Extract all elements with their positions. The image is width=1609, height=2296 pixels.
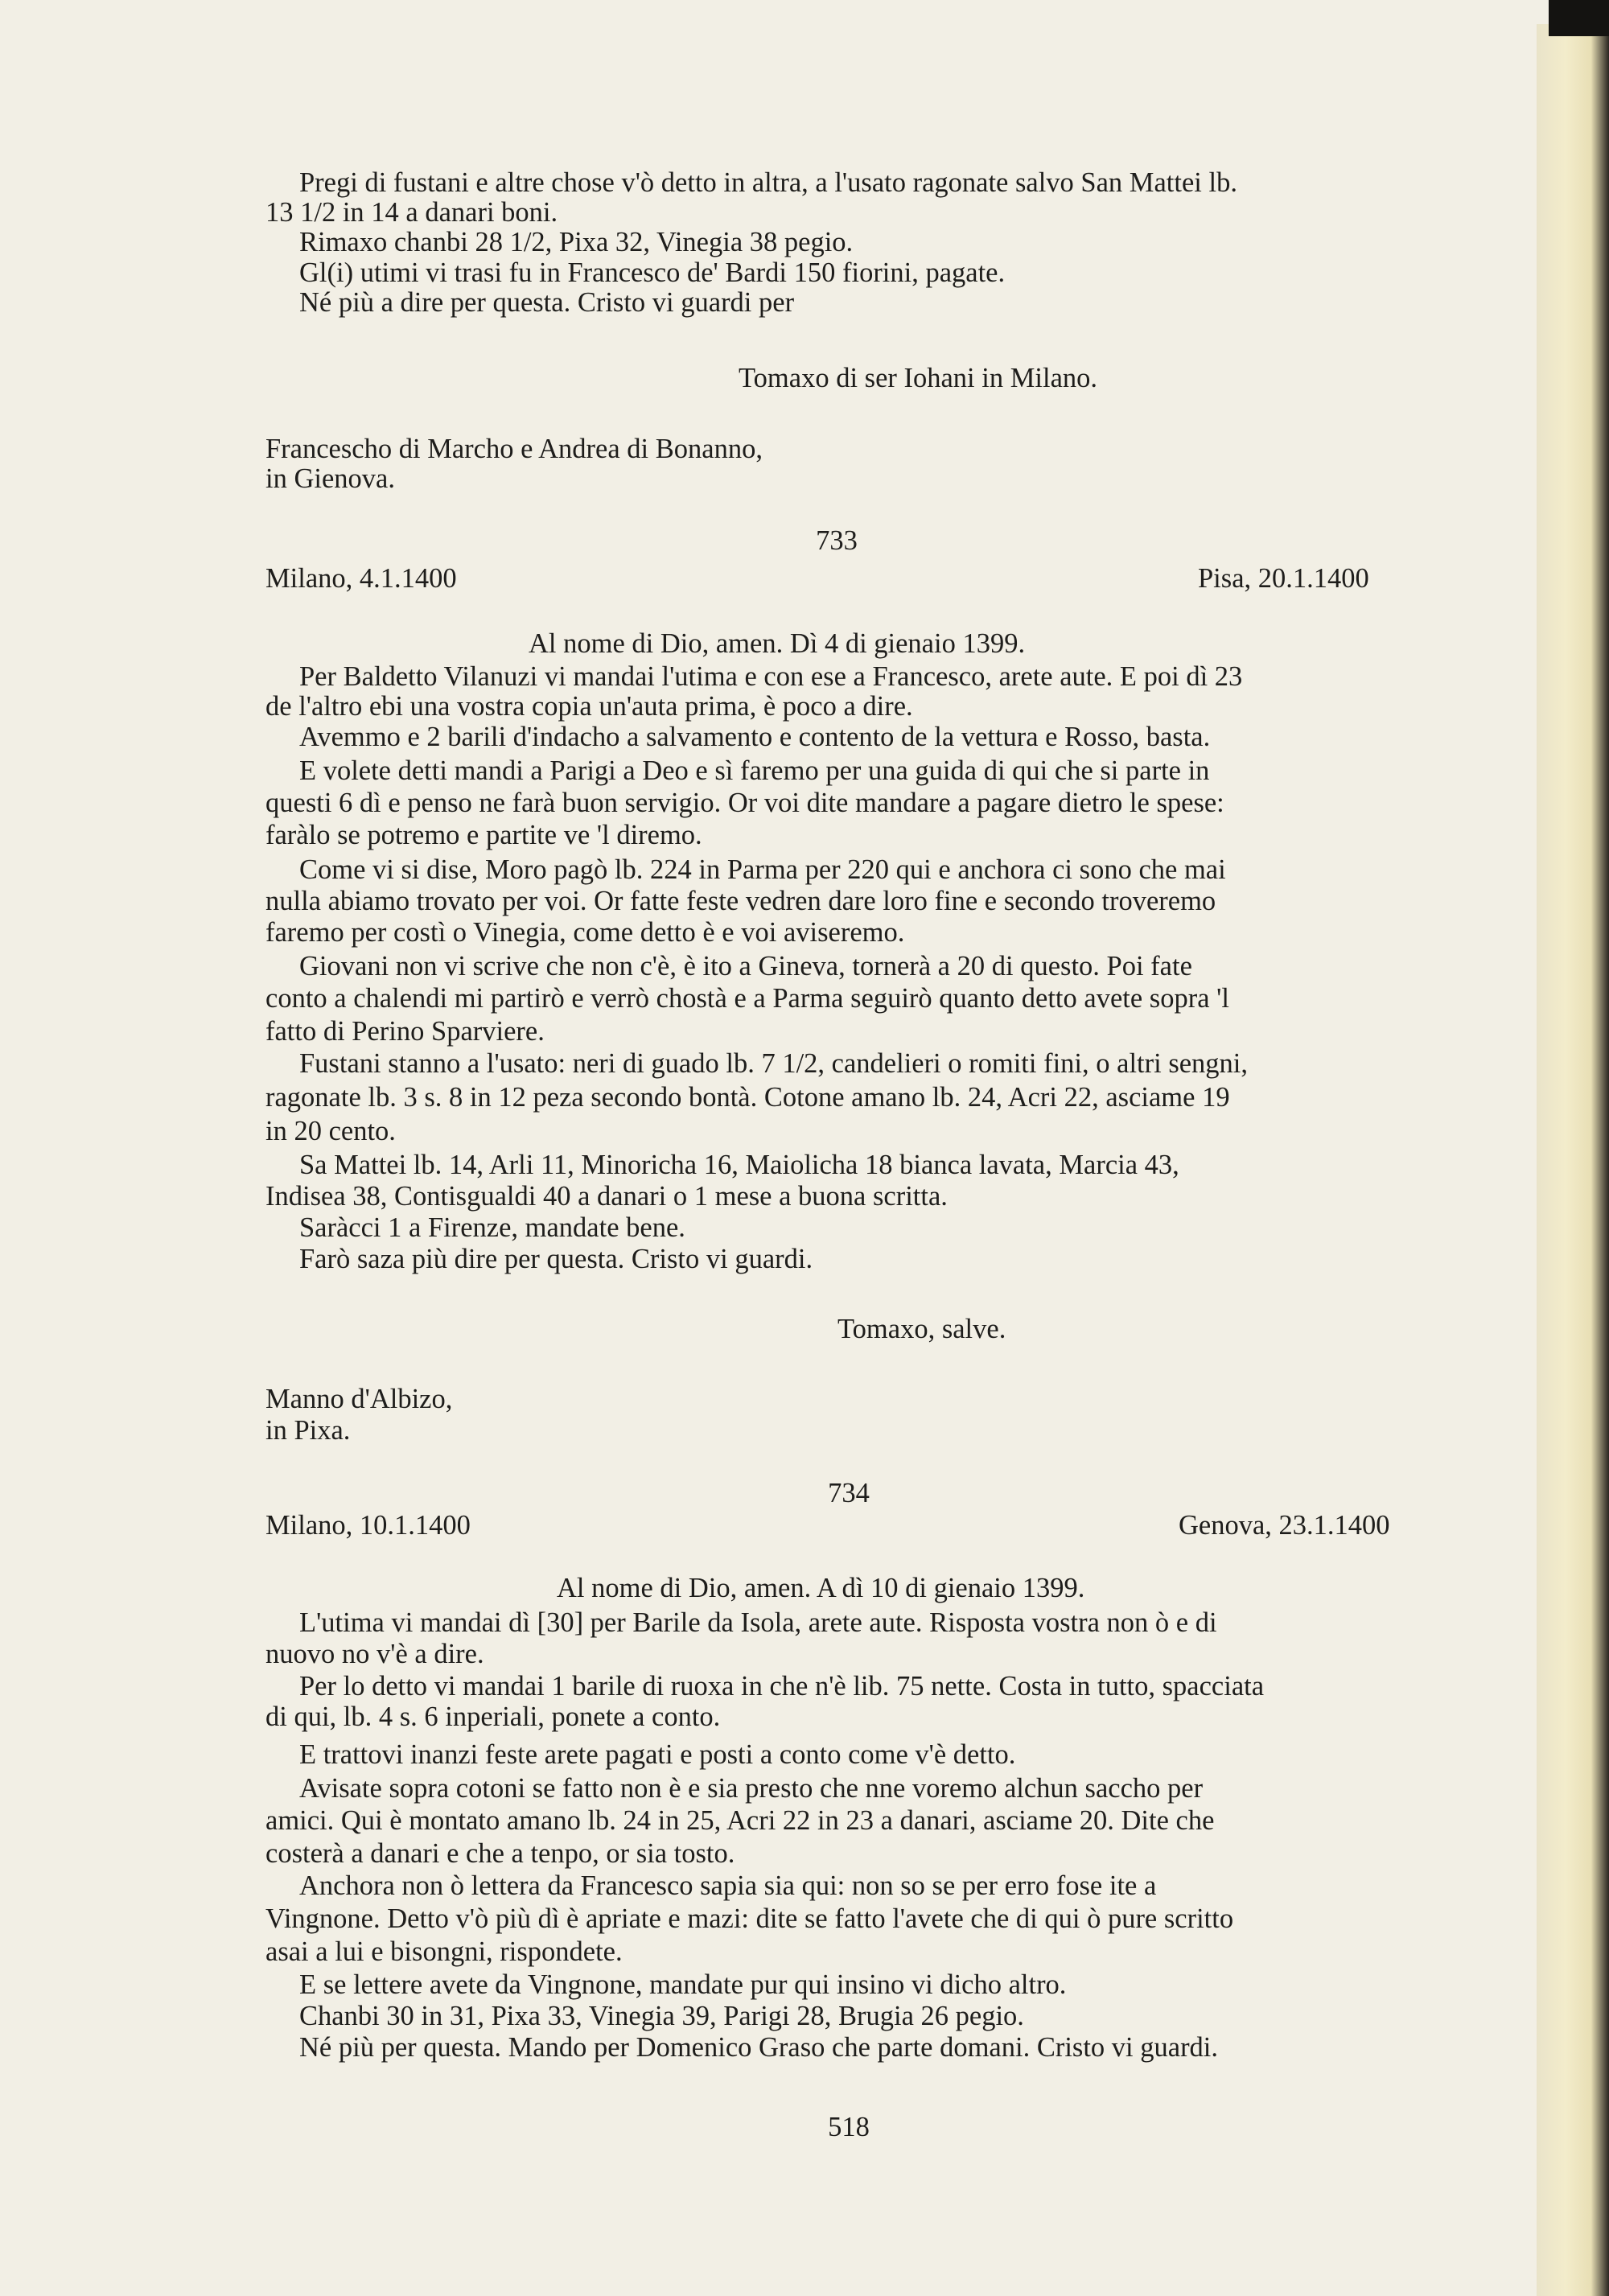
text-line: Giovani non vi scrive che non c'è, è ito a Gineva, tornerà a 20 di questo. Poi fate <box>299 951 1192 981</box>
page-edge <box>1537 24 1609 2296</box>
text-line: Gl(i) utimi vi trasi fu in Francesco de' Bardi 150 fiorini, pagate. <box>299 257 1006 288</box>
text-line: Anchora non ò lettera da Francesco sapia sia qui: non so se per erro fose ite a <box>299 1870 1157 1901</box>
text-line: faremo per costì o Vinegia, come detto è e voi aviseremo. <box>265 917 905 948</box>
text-line: Né più per questa. Mando per Domenico Graso che parte domani. Cristo vi guardi. <box>299 2032 1219 2063</box>
address-line: in Gienova. <box>265 463 395 494</box>
text-line: Rimaxo chanbi 28 1/2, Pixa 32, Vinegia 38 pegio. <box>299 227 854 257</box>
text-line: E se lettere avete da Vingnone, mandate pur qui insino vi dicho altro. <box>299 1969 1067 2000</box>
text-line: Vingnone. Detto v'ò più dì è apriate e mazi: dite se fatto l'avete che di qui ò pure scritto <box>265 1903 1234 1934</box>
address-line: Francescho di Marcho e Andrea di Bonanno, <box>265 434 763 464</box>
letter-destination: Pisa, 20.1.1400 <box>1198 563 1369 594</box>
text-line: Saràcci 1 a Firenze, mandate bene. <box>299 1212 685 1243</box>
letter-origin: Milano, 4.1.1400 <box>265 563 457 594</box>
text-line: E volete detti mandi a Parigi a Deo e sì faremo per una guida di qui che si parte in <box>299 755 1210 786</box>
text-line: ragonate lb. 3 s. 8 in 12 peza secondo bontà. Cotone amano lb. 24, Acri 22, asciame 19 <box>265 1082 1230 1113</box>
text-line: faràlo se potremo e partite ve 'l diremo. <box>265 820 702 850</box>
text-line: Chanbi 30 in 31, Pixa 33, Vinegia 39, Parigi 28, Brugia 26 pegio. <box>299 2001 1024 2031</box>
address-line: Manno d'Albizo, <box>265 1384 453 1414</box>
text-line: E trattovi inanzi feste arete pagati e posti a conto come v'è detto. <box>299 1739 1016 1770</box>
text-line: L'utima vi mandai dì [30] per Barile da Isola, arete aute. Risposta vostra non ò e di <box>299 1607 1217 1638</box>
text-line: questi 6 dì e penso ne farà buon servigio. Or voi dite mandare a pagare dietro le spese: <box>265 788 1224 818</box>
letter-origin: Milano, 10.1.1400 <box>265 1510 471 1541</box>
text-line: 13 1/2 in 14 a danari boni. <box>265 197 558 228</box>
text-line: fatto di Perino Sparviere. <box>265 1016 545 1047</box>
text-line: Sa Mattei lb. 14, Arli 11, Minoricha 16, Maiolicha 18 bianca lavata, Marcia 43, <box>299 1150 1179 1180</box>
signature: Tomaxo, salve. <box>837 1314 1006 1344</box>
text-line: Come vi si dise, Moro pagò lb. 224 in Parma per 220 qui e anchora ci sono che mai <box>299 854 1226 885</box>
letter-opening: Al nome di Dio, amen. Dì 4 di gienaio 1399. <box>529 628 1026 659</box>
text-line: Avemmo e 2 barili d'indacho a salvamento e contento de la vettura e Rosso, basta. <box>299 722 1211 752</box>
text-line: Avisate sopra cotoni se fatto non è e sia presto che nne voremo alchun saccho per <box>299 1773 1204 1804</box>
letter-destination: Genova, 23.1.1400 <box>1179 1510 1390 1541</box>
text-line: conto a chalendi mi partirò e verrò chostà e a Parma seguirò quanto detto avete sopra 'l <box>265 983 1229 1014</box>
text-line: Fustani stanno a l'usato: neri di guado lb. 7 1/2, candelieri o romiti fini, o altri sengni, <box>299 1048 1249 1079</box>
page-number: 518 <box>828 2112 870 2142</box>
text-line: asai a lui e bisongni, rispondete. <box>265 1936 623 1967</box>
text-line: amici. Qui è montato amano lb. 24 in 25, Acri 22 in 23 a danari, asciame 20. Dite che <box>265 1805 1215 1836</box>
text-line: Per Baldetto Vilanuzi vi mandai l'utima e con ese a Francesco, arete aute. E poi dì 23 <box>299 661 1243 692</box>
text-line: Indisea 38, Contisgualdi 40 a danari o 1 mese a buona scritta. <box>265 1181 948 1212</box>
letter-number: 734 <box>828 1478 870 1508</box>
text-line: Farò saza più dire per questa. Cristo vi guardi. <box>299 1244 813 1274</box>
text-line: di qui, lb. 4 s. 6 inperiali, ponete a conto. <box>265 1701 721 1732</box>
text-line: costerà a danari e che a tenpo, or sia tosto. <box>265 1838 735 1869</box>
text-line: Né più a dire per questa. Cristo vi guardi per <box>299 287 795 318</box>
text-line: Per lo detto vi mandai 1 barile di ruoxa in che n'è lib. 75 nette. Costa in tutto, spacciata <box>299 1671 1265 1701</box>
text-line: Pregi di fustani e altre chose v'ò detto in altra, a l'usato ragonate salvo San Mattei lb. <box>299 167 1237 198</box>
page-corner-shadow <box>1549 0 1609 36</box>
address-line: in Pixa. <box>265 1415 351 1446</box>
letter-number: 733 <box>816 525 858 556</box>
signature: Tomaxo di ser Iohani in Milano. <box>739 363 1098 393</box>
text-line: de l'altro ebi una vostra copia un'auta prima, è poco a dire. <box>265 691 913 722</box>
text-line: in 20 cento. <box>265 1116 396 1146</box>
letter-opening: Al nome di Dio, amen. A dì 10 di gienaio 1399. <box>557 1573 1085 1603</box>
text-line: nuovo no v'è a dire. <box>265 1639 484 1669</box>
text-line: nulla abiamo trovato per voi. Or fatte feste vedren dare loro fine e secondo troveremo <box>265 886 1216 916</box>
